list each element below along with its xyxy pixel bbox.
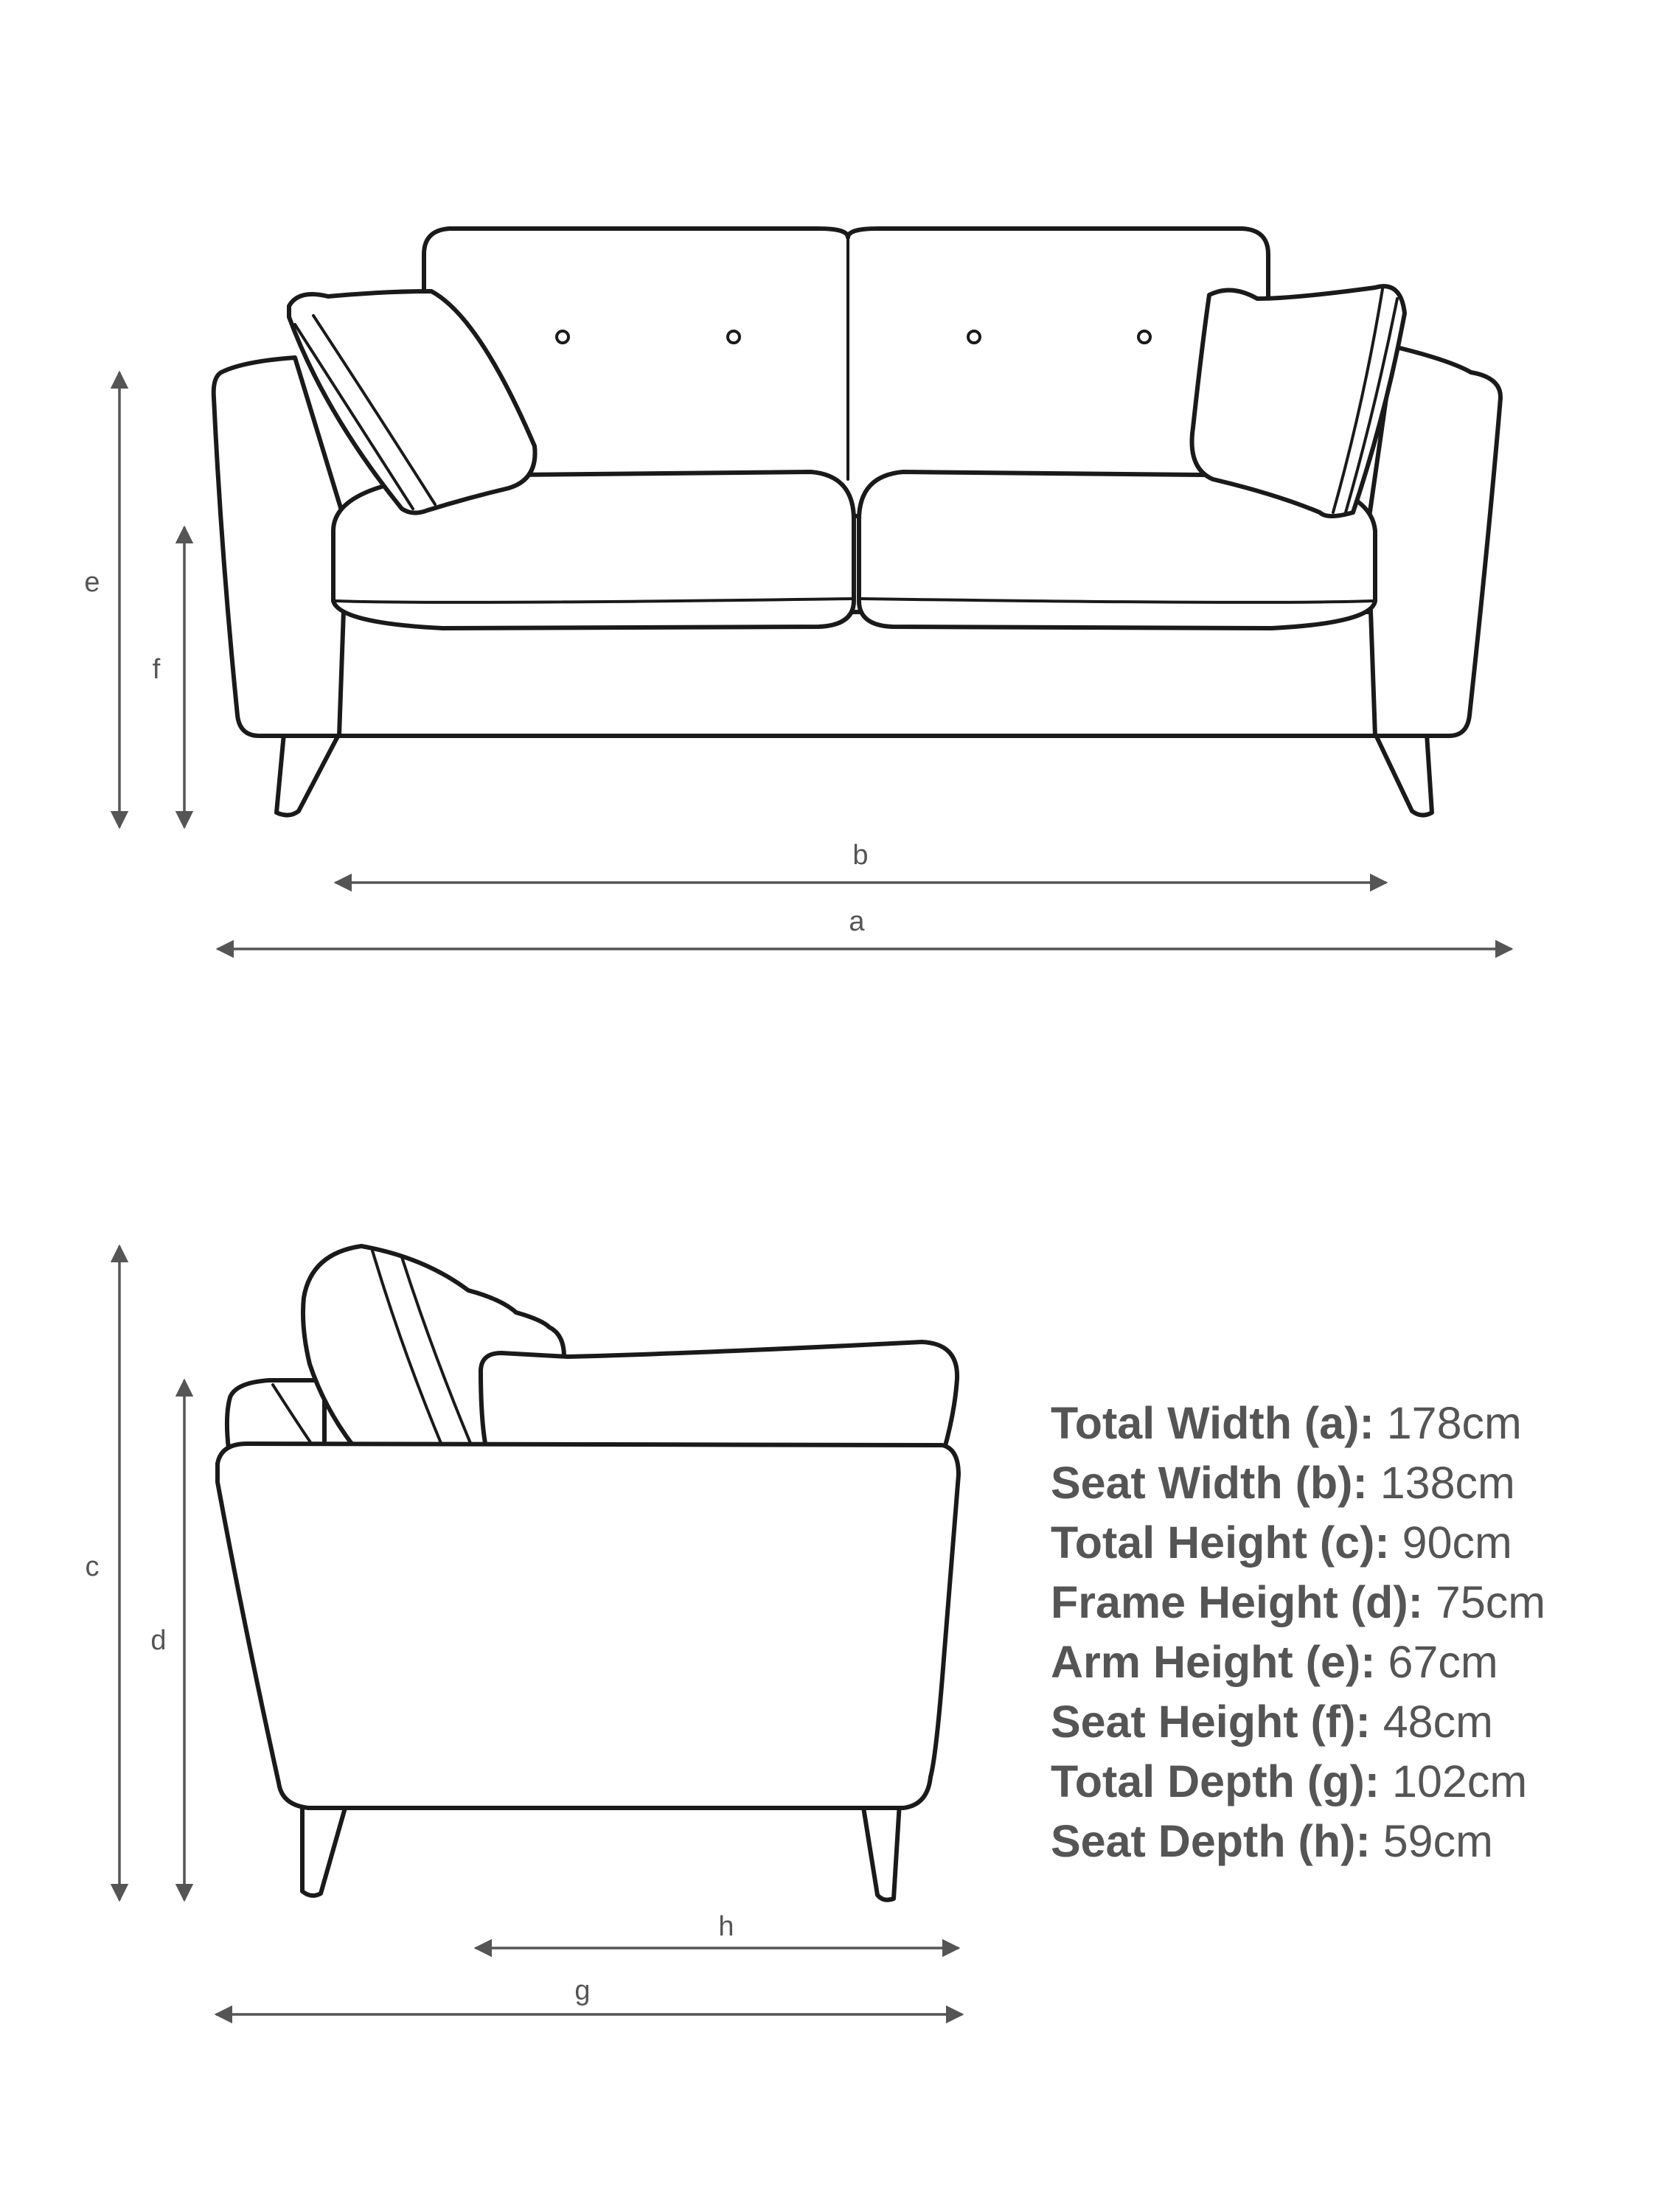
spec-value: 48cm: [1382, 1697, 1493, 1747]
spec-label: Total Width (a):: [1051, 1398, 1374, 1448]
side-rear-leg: [302, 1803, 347, 1896]
dimension-label-a: a: [849, 906, 865, 937]
spec-row: [1051, 1573, 1641, 1632]
dimension-label-b: b: [852, 840, 869, 871]
dimension-label-e: e: [84, 567, 100, 598]
sofa-front-view: [214, 229, 1500, 815]
spec-row: [1051, 1513, 1641, 1573]
dimension-spec-list: [1051, 1394, 1641, 1871]
sofa-side-view: [218, 1246, 959, 1900]
front-right-arm: [1368, 347, 1500, 736]
spec-value: 67cm: [1388, 1637, 1498, 1687]
dimension-label-g: g: [574, 1975, 591, 2006]
spec-row: [1051, 1692, 1641, 1752]
front-left-arm: [214, 358, 347, 736]
spec-label: Arm Height (e):: [1051, 1637, 1376, 1687]
spec-value: 59cm: [1382, 1816, 1493, 1866]
spec-label: Seat Height (f):: [1051, 1697, 1371, 1747]
spec-row: [1051, 1752, 1641, 1812]
spec-row: [1051, 1394, 1641, 1453]
front-left-leg: [276, 734, 339, 815]
spec-value: 90cm: [1402, 1517, 1512, 1568]
dimension-label-d: d: [150, 1625, 167, 1656]
dimension-label-f: f: [152, 654, 161, 685]
front-base-frame: [339, 612, 1375, 736]
spec-value: 102cm: [1392, 1756, 1528, 1806]
spec-label: Seat Depth (h):: [1051, 1816, 1371, 1866]
front-right-leg: [1375, 734, 1432, 815]
side-seat-cushion: [481, 1342, 957, 1451]
spec-row: [1051, 1812, 1641, 1871]
spec-row: [1051, 1453, 1641, 1513]
side-arm-panel: [218, 1444, 959, 1808]
spec-value: 75cm: [1435, 1577, 1546, 1627]
spec-label: Seat Width (b):: [1051, 1458, 1368, 1508]
spec-value: 178cm: [1386, 1398, 1522, 1448]
side-front-leg: [863, 1803, 900, 1900]
dimension-label-c: c: [85, 1551, 100, 1582]
dimension-label-h: h: [718, 1911, 734, 1942]
spec-label: Total Height (c):: [1051, 1517, 1390, 1568]
spec-row: [1051, 1632, 1641, 1692]
spec-label: Frame Height (d):: [1051, 1577, 1423, 1627]
spec-value: 138cm: [1380, 1458, 1515, 1508]
spec-label: Total Depth (g):: [1051, 1756, 1380, 1806]
